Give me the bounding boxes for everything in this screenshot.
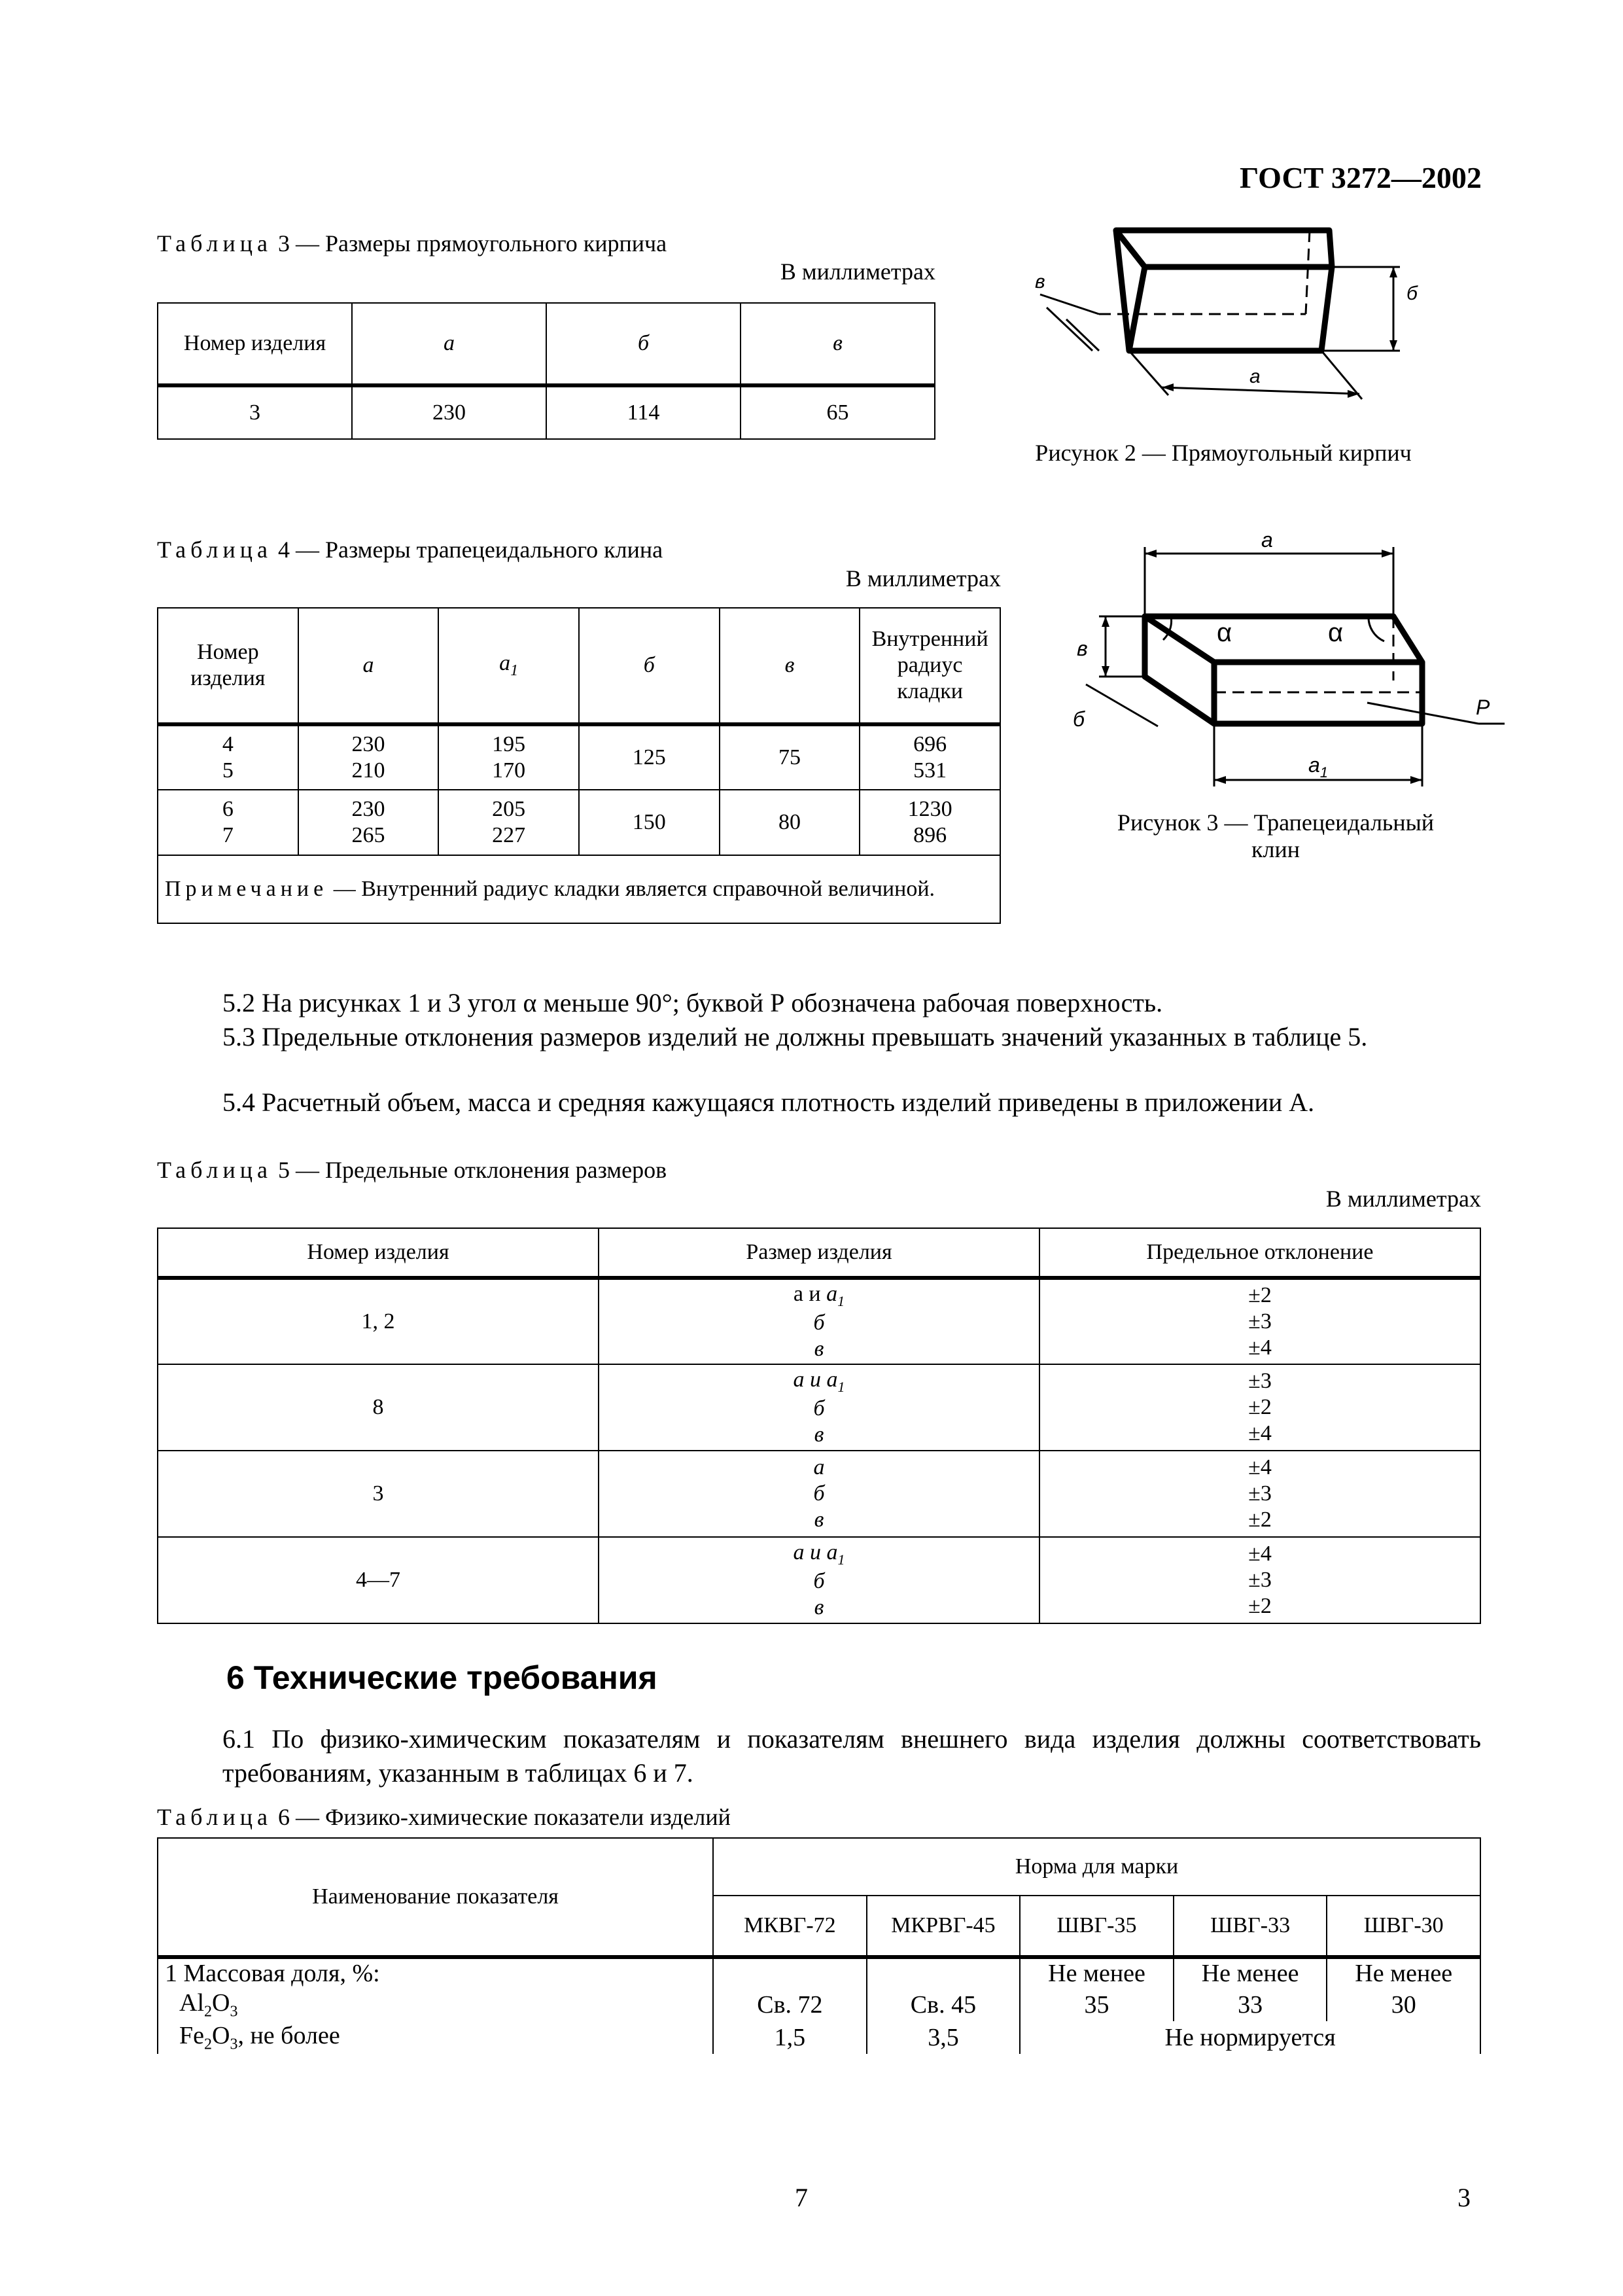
table5-cell: а б в [599,1451,1039,1537]
table4-caption: Таблица 4 — Размеры трапецеидального клина [157,537,663,563]
table3-cell: 114 [546,385,741,439]
table3-caption: Таблица 3 — Размеры прямоугольного кирпича [157,230,667,256]
table5-cell: 4—7 [158,1537,599,1623]
table4-units: В миллиметрах [845,565,1001,592]
table6-cell: 1,5 [713,2021,867,2054]
table5-cell: 1, 2 [158,1278,599,1364]
table6-cell: Св. 72 [713,1988,867,2021]
table6-cell: 30 [1327,1988,1480,2021]
table5-header-deviation: Предельное отклонение [1039,1228,1480,1278]
table5-cell: а и $а_1$ б в [599,1537,1039,1623]
table6-header-mark: ШВГ-30 [1327,1896,1480,1957]
table3-header-b: б [546,303,741,385]
footer-page-center: 7 [795,2183,808,2212]
table3-header-a: а [352,303,546,385]
table5-cell: 3 [158,1451,599,1537]
table4-cell: 6 7 [158,790,298,855]
table4-cell: 75 [720,724,860,790]
table6-cell: 3,5 [867,2021,1021,2054]
paragraph-5-4: 5.4 Расчетный объем, масса и средняя кажущаяся плотность изделий приведены в приложении А. [222,1087,1315,1117]
section6-title: 6 Технические требования [226,1659,657,1696]
table6-cell: 35 [1020,1988,1174,2021]
figure3-label-p: Р [1476,696,1490,719]
table3-header-num: Номер изделия [158,303,352,385]
figure2-brick-drawing [1021,222,1478,419]
table4-note: Примечание — Внутренний радиус кладки является справочной величиной. [158,855,1000,923]
table4-header-num: Номер изделия [158,608,298,724]
table6-header-group: Норма для марки [713,1838,1480,1896]
table6 [157,1837,1481,2054]
table4-cell: 205 227 [438,790,579,855]
figure3-caption: Рисунок 3 — Трапецеидальный клин [1117,809,1435,863]
table4-header-v: в [720,608,860,724]
table5-cell: а и $а_1$ б в [599,1364,1039,1451]
table3-cell: 230 [352,385,546,439]
table6-header-mark: ШВГ-35 [1020,1896,1174,1957]
table6-header-mark: МКВГ-72 [713,1896,867,1957]
table4-cell: 1230 896 [860,790,1000,855]
table6-caption: Таблица 6 — Физико-химические показатели изделий [157,1804,731,1830]
figure2-caption: Рисунок 2 — Прямоугольный кирпич [1035,440,1412,466]
paragraph-6-1: 6.1 По физико-химическим показателям и показателям внешнего вида изделия должны соответствовать требованиям, указанным в таблицах 6 и 7. [222,1724,1481,1788]
table5 [157,1227,1481,1624]
table4-cell: 125 [579,724,720,790]
table5-cell: а и $а_1$ б в [599,1278,1039,1364]
doc-code: ГОСТ 3272—2002 [1240,161,1482,194]
table6-cell [867,1957,1021,1988]
figure2-label-a: а [1249,366,1261,387]
table3 [157,302,935,440]
table6-row-label-fe2o3: $Fe_2O_3$, не более [158,2021,713,2054]
table4-cell: 230 265 [298,790,439,855]
table5-cell: ±4 ±3 ±2 [1039,1451,1480,1537]
figure3-label-alpha-right: α [1328,618,1344,647]
table4-header-a1: $а_1$ [438,608,579,724]
table4 [157,607,1001,924]
table3-cell: 65 [741,385,935,439]
table6-cell: Не менее [1174,1957,1327,1988]
table5-caption: Таблица 5 — Предельные отклонения размеров [157,1157,667,1183]
table5-cell: 8 [158,1364,599,1451]
table5-header-size: Размер изделия [599,1228,1039,1278]
table6-row-label-al2o3: $Al_2O_3$ [158,1988,713,2021]
table6-header-name: Наименование показателя [158,1838,713,1957]
table3-cell: 3 [158,385,352,439]
table4-cell: 4 5 [158,724,298,790]
table4-header-radius: Внутренний радиус кладки [860,608,1000,724]
table5-cell: ±3 ±2 ±4 [1039,1364,1480,1451]
figure3-label-v: в [1077,637,1088,660]
table6-cell-merged: Не нормируется [1020,2021,1480,2054]
paragraph-5-3: 5.3 Предельные отклонения размеров изделий не должны превышать значений указанных в таблице 5. [222,1022,1368,1051]
table6-header-mark: ШВГ-33 [1174,1896,1327,1957]
table4-header-a: а [298,608,439,724]
table3-header-v: в [741,303,935,385]
table4-header-b: б [579,608,720,724]
paragraph-5-2: 5.2 На рисунках 1 и 3 угол α меньше 90°; буквой Р обозначена рабочая поверхность. [222,988,1163,1017]
table4-cell: 150 [579,790,720,855]
table6-cell: Не менее [1327,1957,1480,1988]
figure2-label-v: в [1035,271,1045,292]
table6-row-label: 1 Массовая доля, %: [158,1957,713,1988]
figure3-label-a1: $а_1$ [1308,753,1329,781]
table4-cell: 80 [720,790,860,855]
table6-header-mark: МКРВГ-45 [867,1896,1021,1957]
table5-units: В миллиметрах [1325,1186,1481,1212]
table6-cell: 33 [1174,1988,1327,2021]
table4-cell: 696 531 [860,724,1000,790]
table4-cell: 195 170 [438,724,579,790]
table3-units: В миллиметрах [780,258,935,285]
table5-cell: ±4 ±3 ±2 [1039,1537,1480,1623]
table4-cell: 230 210 [298,724,439,790]
figure2-label-b: б [1406,283,1418,304]
footer-page-right: 3 [1457,2183,1471,2212]
table6-cell: Св. 45 [867,1988,1021,2021]
figure3-wedge-drawing [1060,530,1505,805]
figure3-label-a: а [1261,530,1273,552]
table5-cell: ±2 ±3 ±4 [1039,1278,1480,1364]
table6-cell: Не менее [1020,1957,1174,1988]
figure3-label-alpha-left: α [1217,618,1232,647]
figure3-label-b: б [1073,707,1085,731]
table6-cell [713,1957,867,1988]
table5-header-num: Номер изделия [158,1228,599,1278]
